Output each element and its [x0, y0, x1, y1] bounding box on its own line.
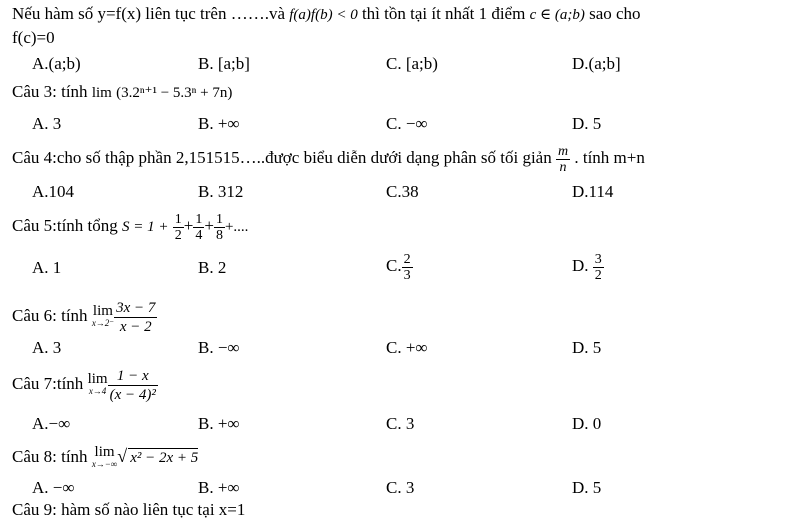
- q3-option-c[interactable]: C. −∞: [386, 114, 428, 133]
- q7-label: Câu 7:tính: [12, 374, 84, 393]
- q3-label: Câu 3: tính: [12, 82, 88, 101]
- q5-term-3: $\frac{1}{8}$: [215, 211, 223, 243]
- q6-fraction: $\frac{3x - 7}{x - 2}$: [116, 299, 156, 335]
- q4-fraction: [556, 144, 570, 175]
- q5-option-d[interactable]: D. $\frac{3}{2}$: [572, 251, 602, 283]
- q5-term-2: $\frac{1}{4}$: [195, 211, 203, 243]
- q7-limit: lim x→4: [87, 371, 108, 397]
- q2-stem-a: Nếu hàm số y=f(x) liên tục trên …….và: [12, 4, 286, 23]
- q3-stem: [12, 82, 232, 103]
- q5-option-d-fraction: $\frac{3}{2}$: [594, 251, 602, 283]
- q6-option-d[interactable]: D. 5: [572, 338, 602, 357]
- q5-lhs: S = 1 +: [122, 219, 169, 235]
- q5-term-1: $\frac{1}{2}$: [174, 211, 182, 243]
- q4-option-d[interactable]: D.114: [572, 182, 614, 201]
- q8-stem: [12, 440, 198, 473]
- q5-option-c[interactable]: C. $\frac{2}{3}$: [386, 251, 411, 283]
- q6-stem: [12, 296, 157, 336]
- q4-stem-text: Câu 4:cho số thập phần 2,151515…..được biểu diễn dưới dạng phân số tối giản: [12, 148, 552, 167]
- q3-option-b[interactable]: B. +∞: [198, 114, 240, 133]
- q5-option-a[interactable]: A. 1: [32, 258, 62, 277]
- q7-option-b[interactable]: B. +∞: [198, 414, 240, 433]
- q2-point: c ∈ (a;b): [529, 7, 585, 23]
- q6-limit: lim x→2⁻: [91, 303, 115, 329]
- q3-option-d[interactable]: D. 5: [572, 114, 602, 133]
- q4-frac-den: n: [559, 159, 567, 175]
- q8-option-d[interactable]: D. 5: [572, 478, 602, 497]
- q5-label: Câu 5:tính tổng: [12, 216, 118, 235]
- q6-option-c[interactable]: C. +∞: [386, 338, 428, 357]
- q8-limit: lim x→−∞: [91, 444, 118, 470]
- q2-stem-b: thì tồn tại ít nhất 1 điểm: [361, 4, 526, 23]
- q3-lim: lim: [91, 85, 112, 101]
- q8-radicand: x² − 2x + 5: [130, 450, 199, 466]
- q7-stem: [12, 362, 158, 406]
- q7-fraction: $\frac{1 - x}{\text{(x − 4)²}}$: [109, 367, 156, 403]
- q2-condition: f(a)f(b) < 0: [289, 7, 358, 23]
- q8-label: Câu 8: tính: [12, 447, 88, 466]
- q4-frac-num: m: [557, 143, 569, 159]
- q8-option-c[interactable]: C. 3: [386, 478, 415, 497]
- q5-stem: Câu 5:tính tổng S = 1 + $\frac{1}{2}$ + $\frac{1}{4}$ + $\frac{1}{8}$ +....: [12, 211, 249, 243]
- q6-label: Câu 6: tính: [12, 306, 88, 325]
- q7-option-d[interactable]: D. 0: [572, 414, 602, 433]
- q8-sqrt-sign: √: [117, 446, 128, 466]
- q5-tail: +....: [224, 219, 249, 235]
- q2-stem-c: sao cho: [589, 4, 641, 23]
- q7-option-a[interactable]: A.−∞: [32, 414, 71, 433]
- q6-option-a[interactable]: A. 3: [32, 338, 62, 357]
- q5-option-b[interactable]: B. 2: [198, 258, 227, 277]
- q2-option-b[interactable]: B. [a;b]: [198, 54, 250, 73]
- q3-expression: (3.2ⁿ⁺¹ − 5.3ⁿ + 7n): [116, 85, 233, 101]
- q2-stem-line2: f(c)=0: [12, 28, 55, 47]
- q9-stem: Câu 9: hàm số nào liên tục tại x=1: [12, 500, 246, 519]
- q8-option-a[interactable]: A. −∞: [32, 478, 75, 497]
- q8-option-b[interactable]: B. +∞: [198, 478, 240, 497]
- q4-stem-tail: . tính m+n: [574, 148, 645, 167]
- q6-option-b[interactable]: B. −∞: [198, 338, 240, 357]
- q2-stem-line1: [12, 4, 641, 25]
- q2-option-d[interactable]: D.(a;b]: [572, 54, 621, 73]
- q4-option-a[interactable]: A.104: [32, 182, 75, 201]
- q2-option-c[interactable]: C. [a;b): [386, 54, 438, 73]
- q4-stem: [12, 140, 645, 176]
- q4-option-b[interactable]: B. 312: [198, 182, 244, 201]
- q4-option-c[interactable]: C.38: [386, 182, 419, 201]
- q5-option-c-fraction: $\frac{2}{3}$: [403, 251, 411, 283]
- q2-option-a[interactable]: A.(a;b): [32, 54, 81, 73]
- q7-option-c[interactable]: C. 3: [386, 414, 415, 433]
- q3-option-a[interactable]: A. 3: [32, 114, 62, 133]
